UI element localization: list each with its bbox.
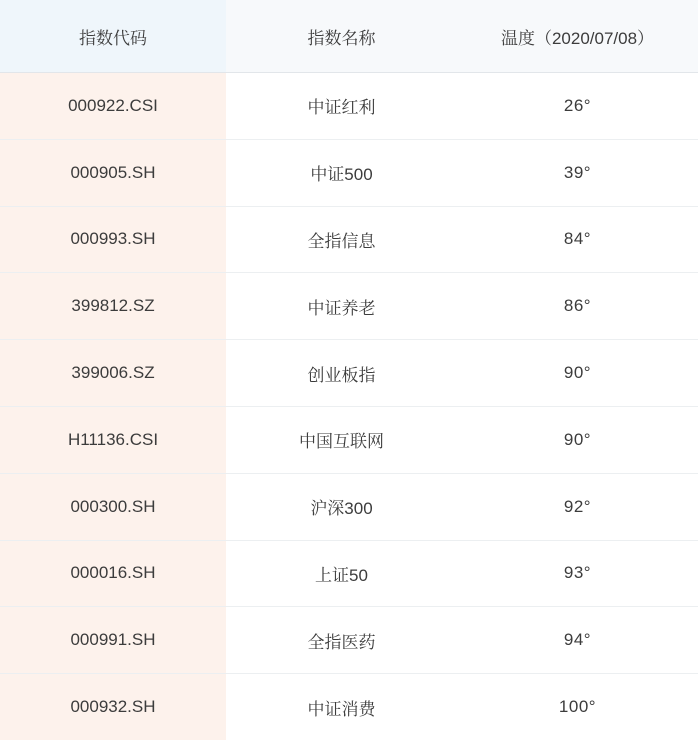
cell-index-temperature: 90°: [457, 406, 698, 473]
cell-index-temperature: 94°: [457, 607, 698, 674]
column-header-code: 指数代码: [0, 0, 226, 73]
cell-index-temperature: 86°: [457, 273, 698, 340]
table-row: [0, 139, 698, 206]
table-header: [0, 0, 698, 73]
cell-index-code: 399006.SZ: [0, 340, 226, 407]
cell-index-name: 中证红利: [226, 73, 457, 140]
cell-index-code: 000993.SH: [0, 206, 226, 273]
cell-index-temperature: 92°: [457, 473, 698, 540]
table-row: [0, 406, 698, 473]
cell-index-temperature: 39°: [457, 139, 698, 206]
cell-index-code: 000922.CSI: [0, 73, 226, 140]
cell-index-temperature: 90°: [457, 340, 698, 407]
table-row: [0, 206, 698, 273]
cell-index-name: 沪深300: [226, 473, 457, 540]
table-row: [0, 340, 698, 407]
cell-index-temperature: 26°: [457, 73, 698, 140]
cell-index-name: 中国互联网: [226, 406, 457, 473]
cell-index-name: 上证50: [226, 540, 457, 607]
cell-index-code: H11136.CSI: [0, 406, 226, 473]
table-body: [0, 73, 698, 740]
table-row: [0, 73, 698, 140]
cell-index-temperature: 84°: [457, 206, 698, 273]
column-header-temperature: 温度（2020/07/08）: [457, 0, 698, 73]
table-row: [0, 540, 698, 607]
column-header-name: 指数名称: [226, 0, 457, 73]
cell-index-name: 全指医药: [226, 607, 457, 674]
cell-index-name: 全指信息: [226, 206, 457, 273]
table-header-row: [0, 0, 698, 73]
cell-index-code: 000300.SH: [0, 473, 226, 540]
cell-index-code: 000991.SH: [0, 607, 226, 674]
cell-index-code: 000905.SH: [0, 139, 226, 206]
cell-index-name: 创业板指: [226, 340, 457, 407]
cell-index-name: 中证养老: [226, 273, 457, 340]
cell-index-name: 中证消费: [226, 674, 457, 740]
table-row: [0, 674, 698, 740]
cell-index-temperature: 100°: [457, 674, 698, 740]
cell-index-temperature: 93°: [457, 540, 698, 607]
table-row: [0, 473, 698, 540]
table-row: [0, 273, 698, 340]
cell-index-code: 000932.SH: [0, 674, 226, 740]
table-row: [0, 607, 698, 674]
cell-index-name: 中证500: [226, 139, 457, 206]
cell-index-code: 399812.SZ: [0, 273, 226, 340]
cell-index-code: 000016.SH: [0, 540, 226, 607]
